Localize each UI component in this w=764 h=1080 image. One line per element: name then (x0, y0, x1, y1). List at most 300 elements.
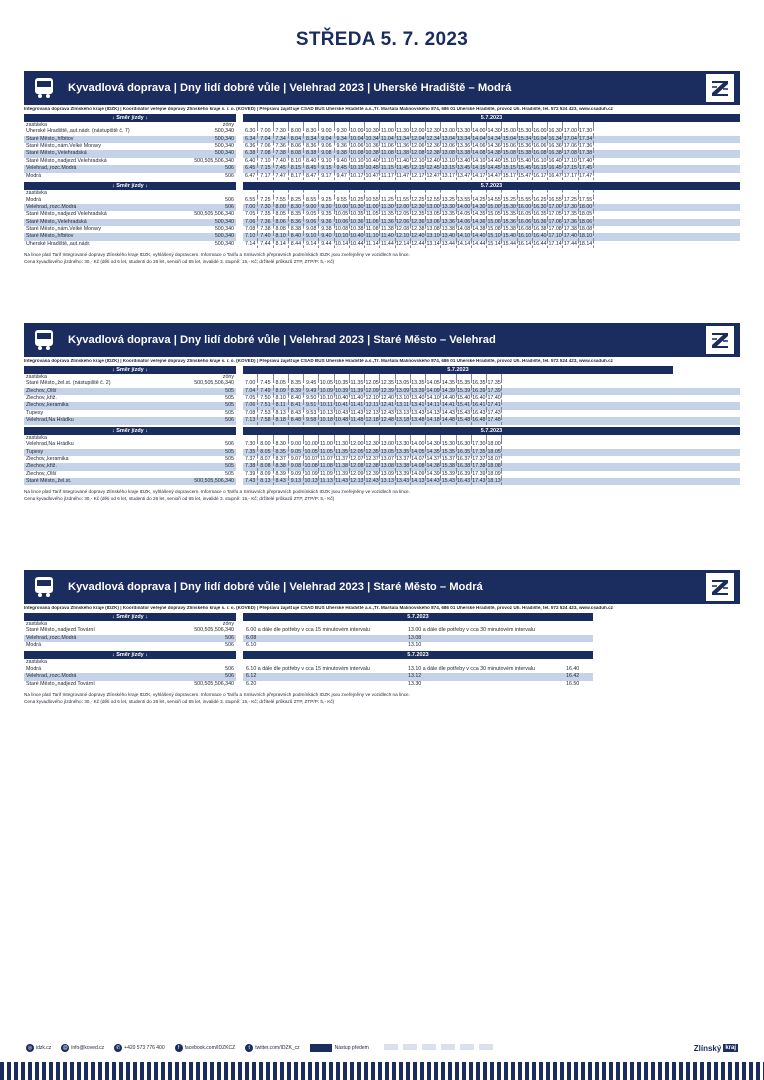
departure-time: 8.10 (274, 395, 289, 402)
stop-list (24, 666, 236, 688)
departure-time: 14.39 (441, 387, 455, 394)
interval-grid (243, 627, 740, 649)
footer-web[interactable] (26, 1044, 51, 1052)
departure-time: 11.43 (350, 409, 364, 416)
departure-time: 8.04 (289, 136, 304, 143)
departure-time: 17.10 (563, 157, 577, 164)
departure-time: 17.06 (548, 218, 562, 225)
footer-twitter[interactable] (245, 1044, 299, 1052)
departure-time: 16.40 (472, 394, 486, 401)
time-row (243, 395, 740, 402)
time-column-divider (289, 374, 304, 381)
departure-time: 7.34 (274, 136, 289, 143)
time-column-divider (365, 190, 380, 197)
departure-time: 12.38 (426, 150, 440, 157)
departure-time: 14.35 (441, 380, 455, 387)
departure-time: 17.38 (563, 226, 577, 233)
departure-time: 12.08 (350, 463, 364, 470)
departure-time: 12.08 (395, 226, 410, 233)
direction-return (24, 651, 740, 688)
stop-zone: 500,505,506,340 (194, 157, 234, 164)
departure-time: 13.12 (408, 673, 422, 680)
departure-time: 10.40 (334, 394, 349, 401)
departure-time: 8.44 (289, 241, 304, 248)
departure-time: 16.08 (517, 226, 532, 233)
departure-time: 13.17 (441, 172, 455, 179)
stop-name: Staré Město,,nám.Velké Moravy (26, 226, 102, 233)
departure-time: 13.44 (441, 240, 455, 247)
footer (26, 1042, 738, 1054)
departure-time: 11.06 (380, 142, 394, 149)
departure-time: 13.43 (411, 409, 425, 416)
departure-time: 12.09 (350, 470, 364, 477)
departure-time: 13.08 (441, 150, 455, 157)
departure-time: 16.05 (517, 211, 532, 218)
departure-time: 17.40 (578, 157, 593, 164)
departure-time: 14.40 (441, 394, 455, 401)
departure-time: 13.39 (411, 387, 425, 394)
departure-time: 12.34 (426, 135, 440, 142)
departure-time: 15.37 (441, 455, 455, 462)
departure-time: 8.43 (274, 478, 289, 485)
time-column-divider (243, 122, 258, 129)
column-header-stop: zastávka (26, 121, 47, 128)
departure-time: 13.08 (408, 634, 422, 641)
time-column-divider (274, 190, 289, 197)
departure-time: 12.35 (365, 448, 379, 455)
departure-time: 12.10 (365, 394, 379, 401)
stop-row (24, 627, 236, 634)
departure-time: 11.35 (335, 448, 349, 455)
departure-time: 9.17 (319, 173, 334, 180)
departure-time: 8.17 (289, 173, 304, 180)
departure-time: 11.08 (380, 150, 394, 157)
departure-time: 17.36 (578, 142, 593, 149)
departure-time: 12.40 (411, 233, 425, 240)
operator-info: Integrovaná doprava Zlínského kraje (IDZK) | Koordinátor veřejné dopravy Zlínského kraje s. r. o. (KOVED) | Přepravu zajišťuje ČSAD BUS Uherské Hradiště a.s.,Tř. Maršála Malinovského 874, 686 01 Uherské Hradiště, provoz Uh. Hradiště, tel. 572 524 423, www.csaduh.cz (24, 359, 613, 363)
departure-time: 16.44 (533, 240, 547, 247)
time-column-divider (258, 435, 273, 442)
departure-time: 13.38 (441, 226, 455, 233)
departure-time: 6.12 (246, 673, 257, 680)
stop-name: Staré Město,,nadjezd Velehradská (26, 157, 107, 164)
stop-row (24, 635, 236, 642)
departure-time: 8.00 (258, 441, 273, 448)
departure-time: 18.13 (487, 478, 501, 485)
stop-zone: 500,340 (214, 218, 234, 225)
departure-time: 10.25 (350, 196, 364, 203)
stop-name: Staré Město,,nadjezd Tovární (26, 627, 95, 634)
time-column-divider (304, 190, 319, 197)
departure-time: 17.10 (548, 233, 562, 240)
stop-row (24, 211, 236, 218)
departure-time: 11.10 (380, 157, 394, 164)
departure-time: 18.10 (578, 233, 593, 240)
stop-name: Zlechov,,křiž. (26, 463, 57, 470)
departure-time: 7.00 (258, 128, 273, 135)
departure-time: 8.36 (304, 143, 319, 150)
stop-zone: 505 (225, 409, 234, 416)
departure-time: 12.35 (411, 211, 425, 218)
stop-zone: 506 (225, 165, 234, 172)
date-label: 5.7.2023 (243, 613, 593, 621)
departure-time: 17.38 (472, 463, 486, 470)
departure-time: 13.30 (395, 441, 410, 448)
departure-time: 17.25 (563, 196, 577, 203)
departure-time: 9.08 (304, 226, 319, 233)
tariff-note-line: Na lince platí Tarif Integrované dopravy Zlínského kraje IDZK, vyhlášený dopravcem. Informace o Tarifu a Smluvních přepravních podmínkách IDZK jsou zveřejněny ve vozidlech na lince. (24, 252, 410, 258)
time-column-divider (487, 122, 502, 129)
departure-time: 8.39 (274, 471, 289, 478)
operator-info: Integrovaná doprava Zlínského kraje (IDZK) | Koordinátor veřejné dopravy Zlínského kraje s. r. o. (KOVED) | Přepravu zajišťuje ČSAD BUS Uherské Hradiště a.s.,Tř. Maršála Malinovského 874, 686 01 Uherské Hradiště, provoz Uh. Hradiště, tel. 572 524 423, www.csaduh.cz (24, 107, 613, 111)
departure-time: 10.35 (334, 380, 349, 387)
payment-icons (379, 1044, 493, 1052)
departure-time: 14.25 (472, 196, 486, 203)
departure-time: 12.18 (365, 417, 379, 424)
departure-time: 18.06 (578, 218, 593, 225)
departure-time: 14.37 (426, 455, 440, 462)
tariff-note-line: Na lince platí Tarif Integrované dopravy Zlínského kraje IDZK, vyhlášený dopravcem. Informace o Tarifu a Smluvních přepravních podmínkách IDZK jsou zveřejněny ve vozidlech na lince. (24, 692, 410, 698)
times-grid (243, 197, 740, 249)
departure-time: 15.43 (441, 478, 455, 485)
departure-time: 17.40 (487, 394, 501, 401)
stop-zone: 506 (225, 417, 234, 424)
departure-time: 11.07 (319, 455, 333, 462)
apple-pay-icon (441, 1044, 455, 1050)
stop-row (24, 456, 236, 463)
departure-time: 8.37 (274, 456, 289, 463)
departure-time: 6.20 (246, 680, 257, 687)
column-header-zone: zóny (222, 620, 234, 627)
departure-time: 16.08 (533, 150, 547, 157)
departure-time: 13.38 (456, 150, 471, 157)
departure-time: 9.44 (319, 241, 334, 248)
departure-time: 8.10 (289, 158, 304, 165)
departure-time: 12.45 (426, 165, 440, 172)
departure-time: 11.00 (380, 128, 394, 135)
departure-time: 12.43 (365, 478, 379, 485)
footer-facebook[interactable] (175, 1044, 236, 1052)
time-column-divider (411, 435, 426, 442)
departure-time: 13.40 (456, 157, 471, 164)
stop-row (24, 158, 236, 165)
departure-time: 10.00 (334, 203, 349, 210)
departure-time: 11.38 (380, 226, 394, 233)
departure-time: 11.09 (319, 470, 333, 477)
time-column-divider (548, 190, 563, 197)
departure-time: 10.10 (334, 233, 349, 240)
departure-time: 13.10 a dále dle potřeby v cca 30 minutovém intervalu (408, 665, 535, 672)
departure-time: 17.04 (563, 135, 577, 142)
times-grid (243, 128, 740, 180)
time-column-divider (457, 435, 472, 442)
stop-zone: 505 (225, 402, 234, 409)
departure-time: 8.43 (289, 410, 304, 417)
departure-time: 17.15 (563, 165, 577, 172)
departure-time: 16.34 (548, 135, 562, 142)
departure-time: 11.55 (396, 196, 410, 203)
departure-time: 12.36 (411, 218, 425, 225)
departure-time: 15.38 (517, 150, 532, 157)
zlinsky-kraj-logo: Zlínský kraj (693, 1043, 736, 1053)
column-header-stop: zastávka (26, 434, 47, 441)
departure-time: 15.38 (441, 463, 455, 470)
departure-time: 14.44 (472, 240, 486, 247)
stop-row (24, 673, 236, 680)
departure-time: 14.30 (426, 441, 440, 448)
departure-time: 14.15 (472, 165, 486, 172)
footer-boarding (310, 1044, 369, 1052)
stop-list (24, 197, 236, 249)
departure-time: 14.10 (426, 394, 440, 401)
departure-time: 10.10 (319, 394, 333, 401)
departure-time: 8.30 (289, 204, 304, 211)
departure-time: 8.40 (289, 233, 304, 240)
direction-outbound (24, 114, 740, 180)
stop-zone: 500,340 (214, 226, 234, 233)
departure-time: 9.30 (335, 128, 350, 135)
departure-time: 15.43 (456, 409, 471, 416)
stop-name: Uherské Hradiště,,aut.nádr. (26, 240, 91, 247)
departure-time: 9.53 (304, 410, 319, 417)
departure-time: 9.38 (335, 150, 350, 157)
time-column-divider (441, 374, 456, 381)
time-column-divider (411, 374, 426, 381)
departure-time: 16.00 (517, 203, 532, 210)
time-column-divider (396, 435, 411, 442)
departure-time: 7.37 (243, 456, 258, 463)
departure-time: 14.36 (487, 142, 501, 149)
departure-time: 13.40 (411, 394, 425, 401)
departure-time: 12.15 (411, 165, 425, 172)
departure-time: 14.06 (456, 218, 471, 225)
departure-time: 14.38 (472, 226, 486, 233)
departure-time: 8.00 (289, 128, 304, 135)
stop-zone: 506 (225, 673, 234, 680)
departure-time: 9.05 (289, 449, 304, 456)
date-label: 5.7.2023 (243, 366, 673, 374)
departure-time: 8.47 (304, 173, 319, 180)
departure-time: 10.06 (350, 142, 364, 149)
time-column-divider (304, 122, 319, 129)
stop-name: Staré Město,,Velehradská (26, 218, 87, 225)
departure-time: 13.14 (426, 240, 440, 247)
departure-time: 17.41 (487, 402, 501, 409)
departure-time: 7.04 (243, 388, 258, 395)
times-header-spacer (243, 190, 740, 197)
departure-time: 12.40 (380, 394, 394, 401)
departure-time: 14.34 (487, 135, 501, 142)
departure-time: 7.08 (243, 410, 258, 417)
departure-time: 17.39 (472, 470, 486, 477)
departure-time: 8.45 (304, 165, 319, 172)
stop-zone: 506 (225, 665, 234, 672)
departure-time: 8.14 (274, 241, 289, 248)
departure-time: 11.48 (350, 417, 364, 424)
departure-time: 10.13 (319, 409, 333, 416)
departure-time: 7.43 (243, 478, 258, 485)
departure-time: 13.09 (395, 387, 410, 394)
departure-time: 13.08 (426, 226, 440, 233)
departure-time: 17.44 (563, 240, 577, 247)
departure-time: 13.35 (411, 380, 425, 387)
stop-row (24, 681, 236, 688)
departure-time: 8.05 (258, 449, 273, 456)
time-column-divider (533, 122, 548, 129)
tariff-note-line: Na lince platí Tarif Integrované dopravy Zlínského kraje IDZK, vyhlášený dopravcem. Informace o Tarifu a Smluvních přepravních podmínkách IDZK jsou zveřejněny ve vozidlech na lince. (24, 489, 410, 495)
departure-time: 16.38 (533, 226, 547, 233)
departure-time: 7.44 (258, 241, 273, 248)
departure-time: 6.36 (243, 143, 258, 150)
departure-time: 8.08 (289, 150, 304, 157)
departure-time: 15.44 (502, 240, 516, 247)
departure-time: 11.38 (396, 150, 410, 157)
time-row (243, 441, 740, 448)
stop-zone: 500,340 (214, 128, 234, 135)
departure-time: 10.41 (334, 402, 349, 409)
time-column-divider (426, 374, 441, 381)
stop-zone: 505 (225, 470, 234, 477)
departure-time: 9.06 (319, 143, 334, 150)
departure-time: 16.00 (533, 128, 547, 135)
departure-time: 14.30 (472, 203, 486, 210)
departure-time: 13.00 (426, 203, 440, 210)
time-column-divider (258, 122, 273, 129)
departure-time: 9.08 (319, 150, 334, 157)
departure-time: 16.35 (456, 448, 471, 455)
departure-time: 7.58 (258, 417, 273, 424)
departure-time: 8.48 (289, 417, 304, 424)
departure-time: 7.45 (258, 380, 273, 387)
stop-zone: 506 (225, 641, 234, 648)
departure-time: 18.09 (487, 470, 501, 477)
time-row (243, 627, 593, 634)
departure-time: 12.30 (365, 441, 379, 448)
departure-time: 15.34 (517, 135, 532, 142)
departure-time: 13.13 (380, 478, 394, 485)
globe-icon: ◎ (27, 1045, 33, 1051)
departure-time: 9.40 (319, 233, 334, 240)
departure-time: 8.35 (289, 380, 304, 387)
footer-phone[interactable] (114, 1044, 164, 1052)
idzk-logo-icon (706, 573, 734, 601)
departure-time: 16.41 (472, 402, 486, 409)
time-column-divider (274, 374, 289, 381)
departure-time: 11.14 (365, 240, 379, 247)
stop-row (24, 233, 236, 240)
departure-time: 13.35 (441, 211, 455, 218)
departure-time: 16.35 (472, 380, 486, 387)
stop-name: Modrá (26, 172, 42, 179)
departure-time: 13.18 (395, 417, 410, 424)
departure-time: 9.40 (335, 158, 350, 165)
departure-time: 17.17 (563, 172, 577, 179)
fare-note-line: Cena kyvadlového jízdného: 30,- Kč (děti od 6 let, studenti do 26 let, senioři od 65 let, invalidé 3. stupně: 15,- Kč; držitelé průkazů ZTP, ZTP/P: 5,- Kč) (24, 698, 335, 704)
departure-time: 16.30 (548, 128, 562, 135)
departure-time: 15.38 (502, 226, 516, 233)
times-header-spacer (243, 122, 740, 129)
departure-time: 7.08 (243, 226, 258, 233)
time-row (243, 158, 740, 165)
departure-time: 13.15 (441, 165, 455, 172)
departure-time: 7.53 (258, 410, 273, 417)
mail-icon: @ (62, 1045, 68, 1051)
departure-time: 12.06 (395, 218, 410, 225)
departure-time: 13.43 (395, 478, 410, 485)
stop-row (24, 441, 236, 448)
stop-row (24, 410, 236, 417)
time-column-divider (426, 122, 441, 129)
departure-time: 9.15 (319, 165, 334, 172)
departure-time: 7.06 (258, 143, 273, 150)
departure-time: 14.38 (487, 150, 501, 157)
departure-time: 16.30 (456, 441, 471, 448)
time-column-divider (350, 122, 365, 129)
departure-time: 15.06 (502, 142, 516, 149)
time-column-divider (472, 374, 487, 381)
departure-time: 13.13 (395, 409, 410, 416)
departure-time: 12.30 (426, 128, 440, 135)
departure-time: 17.30 (563, 203, 577, 210)
departure-time: 6.38 (243, 150, 258, 157)
departure-time: 12.38 (365, 463, 379, 470)
departure-time: 16.40 (566, 665, 580, 672)
bus-icon (24, 323, 64, 357)
timetable-section-uherske-hradiste-modra (24, 71, 740, 265)
stop-zone: 505 (225, 463, 234, 470)
departure-time: 8.08 (258, 463, 273, 470)
card-icon (479, 1044, 493, 1050)
departure-time: 7.39 (243, 471, 258, 478)
departure-time: 15.47 (517, 172, 532, 179)
departure-time: 11.05 (319, 448, 333, 455)
time-column-divider (472, 122, 487, 129)
departure-time: 16.10 (533, 157, 547, 164)
departure-time: 9.36 (335, 143, 350, 150)
departure-time: 13.45 (456, 165, 471, 172)
departure-time: 18.07 (487, 455, 501, 462)
departure-time: 13.06 (426, 218, 440, 225)
departure-time: 17.55 (578, 196, 593, 203)
departure-time: 8.09 (274, 388, 289, 395)
departure-time: 18.05 (487, 448, 501, 455)
time-column-divider (380, 435, 395, 442)
departure-time: 15.39 (456, 387, 471, 394)
departure-time: 13.39 (395, 470, 410, 477)
departure-time: 9.13 (289, 478, 304, 485)
departure-time: 14.39 (426, 470, 440, 477)
departure-time: 7.38 (274, 150, 289, 157)
departure-time: 15.40 (517, 157, 532, 164)
time-column-divider (441, 122, 456, 129)
stop-row (24, 219, 236, 226)
departure-time: 14.09 (426, 387, 440, 394)
departure-time: 17.48 (487, 417, 501, 424)
time-row (243, 478, 740, 485)
departure-time: 8.05 (274, 380, 289, 387)
stop-zone: 505 (225, 455, 234, 462)
time-column-divider (319, 122, 334, 129)
departure-time: 18.00 (578, 203, 593, 210)
stop-zone: 506 (225, 172, 234, 179)
footer-email[interactable] (61, 1044, 104, 1052)
departure-time: 7.13 (243, 417, 258, 424)
departure-time: 8.30 (274, 441, 289, 448)
departure-time: 16.06 (517, 218, 532, 225)
time-row (243, 173, 740, 180)
departure-time: 8.41 (289, 402, 304, 409)
departure-time: 16.30 (533, 203, 547, 210)
